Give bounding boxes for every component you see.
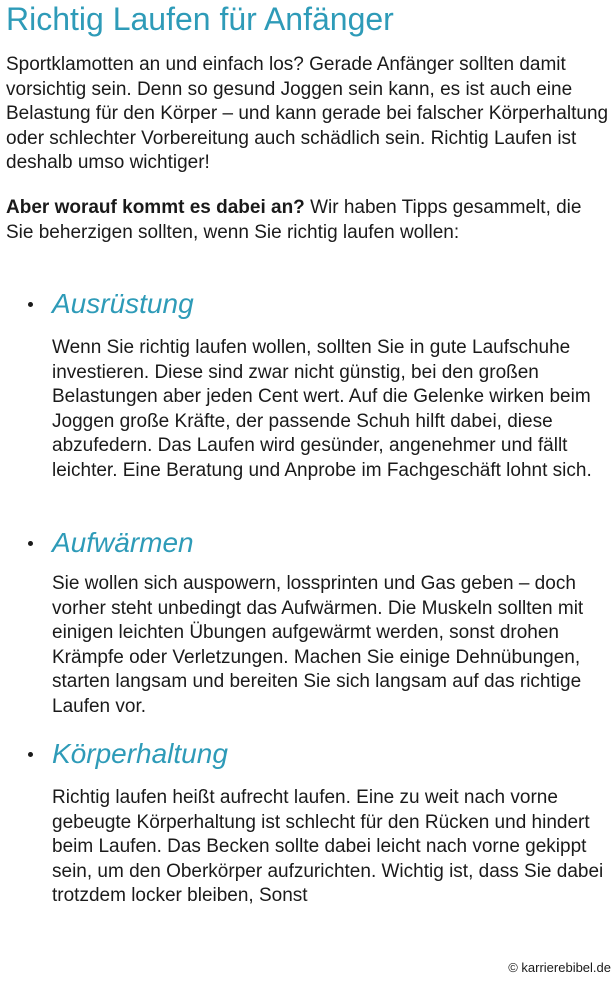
section-title: Aufwärmen [52, 527, 194, 558]
section-heading-koerperhaltung [0, 736, 615, 776]
bullet-icon [28, 752, 33, 757]
section-heading-aufwaermen [0, 525, 615, 565]
question-paragraph [6, 196, 611, 245]
bullet-icon [28, 302, 33, 307]
question-rest-text: Wir haben Tipps gesammelt, die Sie beherzigen sollten, wenn Sie richtig laufen wollen: [6, 197, 582, 243]
section-body-aufwaermen: Sie wollen sich auspowern, lossprinten und Gas geben – doch vorher steht unbedingt das Aufwärmen. Die Muskeln sollten mit einigen leichten Übungen aufgewärmt werden, sonst drohen Krämpfe oder Verletzungen. Machen Sie einige Dehnübungen, starten langsam und bereiten Sie sich langsam auf das richtige Laufen vor. [52, 573, 584, 717]
copyright-notice: © karrierebibel.de [508, 960, 611, 975]
intro-paragraph: Sportklamotten an und einfach los? Gerade Anfänger sollten damit vorsichtig sein. Denn so gesund Joggen sein kann, es ist auch eine Belastung für den Körper – und kann gerade bei falscher Körperhaltung oder schlechter Vorbereitung auch schädlich sein. Richtig Laufen ist deshalb umso wichtiger! [6, 54, 609, 173]
question-bold-text: Aber worauf kommt es dabei an? [6, 197, 305, 218]
section-title: Körperhaltung [52, 738, 228, 769]
bullet-icon [28, 541, 33, 546]
section-body-ausruestung: Wenn Sie richtig laufen wollen, sollten Sie in gute Laufschuhe investieren. Diese sind zwar nicht günstig, bei den großen Belastungen aber jeden Cent wert. Auf die Gelenke wirken beim Joggen große Kräfte, der passende Schuh hilft dabei, diese abzufedern. Das Laufen wird gesünder, angenehmer und fällt leichter. Eine Beratung und Anprobe im Fachgeschäft lohnt sich. [52, 337, 592, 481]
section-title: Ausrüstung [52, 288, 194, 319]
page-title: Richtig Laufen für Anfänger [6, 1, 394, 37]
section-body-koerperhaltung: Richtig laufen heißt aufrecht laufen. Eine zu weit nach vorne gebeugte Körperhaltung ist schlecht für den Rücken und hindert beim Laufen. Das Becken sollte dabei leicht nach vorne gekippt sein, um den Oberkörper aufzurichten. Wichtig ist, dass Sie dabei trotzdem locker bleiben, Sonst [52, 787, 604, 906]
section-heading-ausruestung [0, 286, 615, 326]
